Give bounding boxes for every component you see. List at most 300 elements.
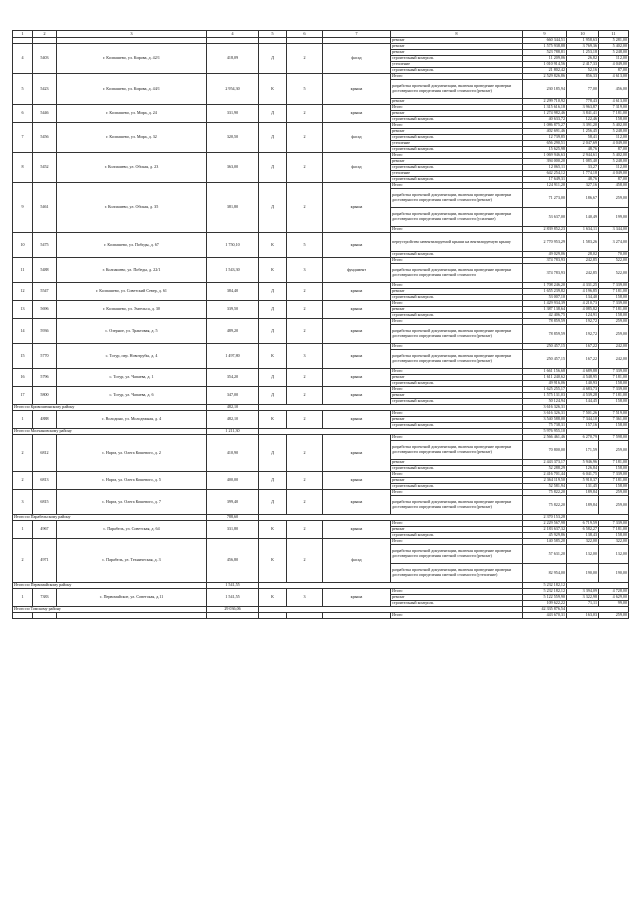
house-id: 5547 <box>33 283 57 301</box>
cost-per-m2: 48,76 <box>567 177 599 183</box>
cost-limit: 7 181,00 <box>599 289 629 295</box>
cost-total: 82 954,00 <box>523 564 567 583</box>
cost-limit: 5 402,00 <box>599 123 629 129</box>
cost-total: 642 254,12 <box>523 171 567 177</box>
cost-total: 2 529 826,86 <box>523 74 567 80</box>
row-number: 10 <box>13 233 33 258</box>
cost-total: 49 916,06 <box>523 381 567 387</box>
cost-limit: 7 181,00 <box>599 393 629 399</box>
wall-material: Д <box>259 490 287 515</box>
cost-limit: 87,00 <box>599 68 629 74</box>
repair-element: крыша <box>323 183 391 233</box>
house-area: 399,40 <box>207 490 259 515</box>
cost-per-m2: 138,43 <box>567 533 599 539</box>
row-number: 4 <box>13 44 33 74</box>
house-area: 354,20 <box>207 369 259 387</box>
cost-per-m2: 4 548,95 <box>567 375 599 381</box>
cost-limit: 158,00 <box>599 295 629 301</box>
work-type: утепление <box>391 141 523 147</box>
house-id: 5403 <box>33 44 57 74</box>
house-address: г. Колпашево, ул. Кирова, д. 42/1 <box>57 44 207 74</box>
row-number: 15 <box>13 344 33 369</box>
cost-per-m2: 52,16 <box>567 68 599 74</box>
cost-per-m2: 157,16 <box>567 423 599 429</box>
work-type: Итого <box>391 472 523 478</box>
work-type: Итого <box>391 123 523 129</box>
repair-element: крыша <box>323 490 391 515</box>
work-type: строительный контроль <box>391 135 523 141</box>
cost-per-m2: 1 085,40 <box>567 159 599 165</box>
cost-limit: 3 274,00 <box>599 233 629 252</box>
cost-total: 50 124,94 <box>523 399 567 405</box>
cost-per-m2: 132,00 <box>567 545 599 564</box>
row-number: 13 <box>13 301 33 319</box>
work-type: Итого <box>391 227 523 233</box>
repair-element: фасад <box>323 123 391 153</box>
floors-count: 2 <box>287 301 323 319</box>
cost-limit: 7 181,00 <box>599 527 629 533</box>
house-area: 482,10 <box>207 411 259 429</box>
wall-material: Д <box>259 387 287 405</box>
cost-limit: 70,00 <box>599 252 629 258</box>
row-number: 2 <box>13 539 33 583</box>
cost-per-m2: 58,41 <box>567 135 599 141</box>
floors-count: 2 <box>287 319 323 344</box>
work-type: ремонт <box>391 375 523 381</box>
work-type: разработка проектной документации, включая проведение проверки достоверности определения сметной стоимости (усиление) <box>391 208 523 227</box>
cost-total: 1 315 616,18 <box>523 105 567 111</box>
cost-per-m2: 1 583,26 <box>567 233 599 252</box>
empty-cell <box>13 613 33 619</box>
cost-limit: 522,00 <box>599 264 629 283</box>
cost-limit: 7 181,00 <box>599 460 629 466</box>
floors-count: 2 <box>287 435 323 472</box>
row-number: 2 <box>13 472 33 490</box>
cost-total: 12 739,85 <box>523 135 567 141</box>
wall-material: К <box>259 258 287 283</box>
cost-total: 1 086 875,27 <box>523 123 567 129</box>
cost-limit: 112,00 <box>599 135 629 141</box>
house-area: 1 750,10 <box>207 233 259 258</box>
work-type: строительный контроль <box>391 381 523 387</box>
cost-limit: 259,00 <box>599 496 629 515</box>
cost-per-m2: 4 683,73 <box>567 387 599 393</box>
cost-limit: 322,00 <box>599 539 629 545</box>
cost-value: 163,03 <box>567 613 599 619</box>
house-id: 5446 <box>33 105 57 123</box>
cost-limit: 259,00 <box>599 325 629 344</box>
cost-limit: 4 613,00 <box>599 99 629 105</box>
row-number: 3 <box>13 490 33 515</box>
house-address: с. Володино, ул. Молодежная, д. 4 <box>57 411 207 429</box>
repair-element: крыша <box>323 387 391 405</box>
column-header: 9 <box>523 31 567 38</box>
wall-material: К <box>259 589 287 607</box>
work-type: Итого <box>391 319 523 325</box>
cost-total: 250 457,15 <box>523 344 567 350</box>
cost-per-m2: 6 582,27 <box>567 527 599 533</box>
cost-total: 2 839 852,23 <box>523 227 567 233</box>
house-id: 5696 <box>33 301 57 319</box>
cost-per-m2: 1 774,18 <box>567 171 599 177</box>
row-number: 17 <box>13 387 33 405</box>
house-id: 7383 <box>33 589 57 607</box>
repair-element: крыша <box>323 589 391 607</box>
repair-element: крыша <box>323 521 391 539</box>
house-area: 410,90 <box>207 435 259 472</box>
floors-count: 2 <box>287 539 323 583</box>
cost-total: 2 364 119,50 <box>523 478 567 484</box>
cost-total: 53 007,10 <box>523 295 567 301</box>
wall-material: К <box>259 521 287 539</box>
column-header: 1 <box>13 31 33 38</box>
cost-total: 2 566 461,46 <box>523 435 567 441</box>
district-total-area: 482,10 <box>207 405 259 411</box>
cost-per-m2: 2 417,33 <box>567 62 599 68</box>
cost-total: 523 788,81 <box>523 50 567 56</box>
cost-per-m2: 33,27 <box>567 165 599 171</box>
work-type: ремонт <box>391 159 523 165</box>
house-address: с. Озерное, ул. Трактовая, д. 5 <box>57 319 207 344</box>
cost-per-m2: 3 391,20 <box>567 123 599 129</box>
empty-cell <box>207 613 259 619</box>
cost-per-m2: 7 344,10 <box>567 417 599 423</box>
house-area: 347,00 <box>207 387 259 405</box>
cost-per-m2: 1 634,11 <box>567 227 599 233</box>
cost-limit: 4 613,00 <box>599 74 629 80</box>
cost-total: 1 274 982,46 <box>523 111 567 117</box>
work-type: строительный контроль <box>391 466 523 472</box>
work-type: ремонт <box>391 417 523 423</box>
cost-per-m2: 1 958,63 <box>567 38 599 44</box>
cost-limit: 4 629,00 <box>599 595 629 601</box>
cost-value: 443 670,31 <box>523 613 567 619</box>
column-header: 7 <box>323 31 391 38</box>
cost-per-m2: 4 331,25 <box>567 283 599 289</box>
row-number: 16 <box>13 369 33 387</box>
wall-material: Д <box>259 44 287 74</box>
house-area: 384,40 <box>207 283 259 301</box>
work-type: ремонт <box>391 478 523 484</box>
floors-count: 3 <box>287 344 323 369</box>
repair-element: крыша <box>323 105 391 123</box>
cost-limit: 87,00 <box>599 147 629 153</box>
district-total-area: 1 541,55 <box>207 583 259 589</box>
house-id: 4888 <box>33 411 57 429</box>
repair-element: фундамент <box>323 258 391 283</box>
column-header: 11 <box>599 31 629 38</box>
house-area: 489,20 <box>207 319 259 344</box>
floors-count: 5 <box>287 233 323 258</box>
work-type: разработка проектной документации, включая проведение проверки достоверности определения сметной стоимости (ремонт) <box>391 325 523 344</box>
house-address: с. Нарга, ул. Олега Кошевого, д. 7 <box>57 490 207 515</box>
cost-total: 2 299 710,92 <box>523 99 567 105</box>
cost-total: 2 770 953,29 <box>523 233 567 252</box>
cost-total: 52 581,94 <box>523 484 567 490</box>
cost-per-m2: 140,49 <box>567 208 599 227</box>
house-id: 6815 <box>33 490 57 515</box>
house-address: г. Колпашево, ул. Победы, д. 67 <box>57 233 207 258</box>
house-area: 400,00 <box>207 472 259 490</box>
cost-limit: 7 319,00 <box>599 105 629 111</box>
cost-limit: 7 598,00 <box>599 435 629 441</box>
wall-material: Д <box>259 369 287 387</box>
cost-per-m2: 134,40 <box>567 295 599 301</box>
house-area: 381,80 <box>207 183 259 233</box>
work-type: Итого <box>391 589 523 595</box>
cost-total: 124 911,20 <box>523 183 567 189</box>
cost-per-m2: 1 253,18 <box>567 50 599 56</box>
cost-per-m2: 192,72 <box>567 325 599 344</box>
table-header-row <box>13 31 629 38</box>
cost-total: 140 585,20 <box>523 539 567 545</box>
wall-material: Д <box>259 183 287 233</box>
work-type: строительный контроль <box>391 68 523 74</box>
house-area: 331,80 <box>207 521 259 539</box>
cost-per-m2: 192,72 <box>567 319 599 325</box>
cost-limit: 158,00 <box>599 381 629 387</box>
cost-total: 1 429 934,39 <box>523 301 567 307</box>
house-area: 456,80 <box>207 539 259 583</box>
cost-per-m2: 189,84 <box>567 490 599 496</box>
district-total-cost: 3 616 326,31 <box>523 405 567 411</box>
work-type: утепление <box>391 171 523 177</box>
repair-element: крыша <box>323 369 391 387</box>
house-address: с. Парабель, ул. Техническая, д. 3 <box>57 539 207 583</box>
empty-cell <box>287 613 323 619</box>
cost-per-m2: 167,22 <box>567 344 599 350</box>
district-total-label: Итого по Молчановскому району <box>13 429 207 435</box>
cost-per-m2: 77,00 <box>567 80 599 99</box>
cost-total: 1 708 246,20 <box>523 283 567 289</box>
cost-total: 11 209,06 <box>523 56 567 62</box>
wall-material: Д <box>259 153 287 183</box>
floors-count: 2 <box>287 521 323 539</box>
floors-count: 2 <box>287 369 323 387</box>
repair-element: крыша <box>323 301 391 319</box>
work-type: разработка проектной документации, включая проведение проверки достоверности определения сметной стоимости (ремонт) <box>391 496 523 515</box>
house-area: 2 954,30 <box>207 74 259 105</box>
floors-count: 2 <box>287 387 323 405</box>
cost-limit: 259,00 <box>599 319 629 325</box>
cost-total: 52 288,29 <box>523 466 567 472</box>
cost-per-m2: 3 963,87 <box>567 105 599 111</box>
district-total-cost: 5 976 955,10 <box>523 429 567 435</box>
column-header: 2 <box>33 31 57 38</box>
cost-total: 45 929,86 <box>523 533 567 539</box>
cost-per-m2: 327,16 <box>567 183 599 189</box>
cost-per-m2: 71,11 <box>567 601 599 607</box>
cost-total: 5 122 559,90 <box>523 595 567 601</box>
work-type: разработка проектной документации, включая проведение проверки достоверности определения сметной стоимости <box>391 264 523 283</box>
cost-per-m2: 856,33 <box>567 74 599 80</box>
table-row <box>13 613 629 619</box>
wall-material: К <box>259 74 287 105</box>
district-total-label: Итого по Кривошеинскому району <box>13 405 207 411</box>
work-type: строительный контроль <box>391 56 523 62</box>
cost-per-m2: 3 322,98 <box>567 595 599 601</box>
work-type: ремонт <box>391 393 523 399</box>
work-type: строительный контроль <box>391 533 523 539</box>
work-type: строительный контроль <box>391 484 523 490</box>
work-type: Итого <box>391 344 523 350</box>
cost-total: 1 611 240,62 <box>523 375 567 381</box>
work-type: Итого <box>391 105 523 111</box>
row-number: 8 <box>13 153 33 183</box>
floors-count: 2 <box>287 153 323 183</box>
cost-limit: 158,00 <box>599 466 629 472</box>
house-address: г. Колпашево, ул. Кирова, д. 44/1 <box>57 74 207 105</box>
house-address: с. Нарга, ул. Олега Кошевого, д. 5 <box>57 472 207 490</box>
cost-per-m2: 4 210,73 <box>567 301 599 307</box>
cost-total: 250 457,15 <box>523 350 567 369</box>
cost-per-m2: 122,46 <box>567 117 599 123</box>
work-type: Итого <box>391 301 523 307</box>
cost-per-m2: 26,82 <box>567 56 599 62</box>
wall-material: Д <box>259 472 287 490</box>
cost-limit: 7 361,00 <box>599 417 629 423</box>
work-type: строительный контроль <box>391 117 523 123</box>
row-number: 5 <box>13 74 33 105</box>
cost-limit: 456,00 <box>599 80 629 99</box>
cost-total: 75 822,20 <box>523 490 567 496</box>
floors-count: 2 <box>287 44 323 74</box>
work-type: переустройство невентилируемой крыши на вентилируемую крышу <box>391 233 523 252</box>
cost-limit: 7 181,00 <box>599 307 629 313</box>
cost-total: 75 738,31 <box>523 423 567 429</box>
cost-limit: 158,00 <box>599 399 629 405</box>
cost-per-m2: 186,67 <box>567 189 599 208</box>
cost-limit: 5 281,00 <box>599 38 629 44</box>
work-type: строительный контроль <box>391 147 523 153</box>
floors-count: 2 <box>287 105 323 123</box>
work-type: строительный контроль <box>391 399 523 405</box>
cost-per-m2: 3 769,36 <box>567 44 599 50</box>
repair-element: крыша <box>323 472 391 490</box>
wall-material: К <box>259 411 287 429</box>
work-type: строительный контроль <box>391 423 523 429</box>
cost-limit: 112,00 <box>599 165 629 171</box>
cost-total: 1 661 156,68 <box>523 369 567 375</box>
wall-material: Д <box>259 435 287 472</box>
column-header: 3 <box>57 31 207 38</box>
row-number: 2 <box>13 435 33 472</box>
cost-per-m2: 2 047,69 <box>567 141 599 147</box>
cost-limit: 87,00 <box>599 177 629 183</box>
house-id: 5423 <box>33 74 57 105</box>
cost-total: 1 010 914,56 <box>523 62 567 68</box>
work-type: Итого <box>391 387 523 393</box>
house-id: 5796 <box>33 369 57 387</box>
district-total-cost: 5 232 182,12 <box>523 583 567 589</box>
cost-per-m2: 6 270,79 <box>567 435 599 441</box>
work-type: строительный контроль <box>391 601 523 607</box>
cost-limit: 5 402,00 <box>599 44 629 50</box>
cost-per-m2: 189,84 <box>567 496 599 515</box>
floors-count: 2 <box>287 411 323 429</box>
column-header: 8 <box>391 31 523 38</box>
work-type: строительный контроль <box>391 177 523 183</box>
cost-limit: 158,00 <box>599 313 629 319</box>
empty-cell <box>323 613 391 619</box>
wall-material: К <box>259 233 287 258</box>
cost-limit: 242,00 <box>599 350 629 369</box>
cost-per-m2: 242,85 <box>567 264 599 283</box>
cost-total: 71 273,00 <box>523 189 567 208</box>
cost-total: 49 029,06 <box>523 252 567 258</box>
cost-per-m2: 131,45 <box>567 484 599 490</box>
house-address: с. Тогур, ул. Чапаева, д. 6 <box>57 387 207 405</box>
cost-limit: 5 402,00 <box>599 153 629 159</box>
house-id: 5488 <box>33 258 57 283</box>
cost-per-m2: 190,00 <box>567 564 599 583</box>
cost-total: 374 783,93 <box>523 264 567 283</box>
work-type: строительный контроль <box>391 165 523 171</box>
repair-element: крыша <box>323 435 391 472</box>
cost-limit: 458,00 <box>599 183 629 189</box>
district-total-area: 1 211,30 <box>207 429 259 435</box>
house-id: 6813 <box>33 472 57 490</box>
cost-total: 17 649,31 <box>523 177 567 183</box>
cost-limit: 259,00 <box>599 189 629 208</box>
cost-total: 78 859,59 <box>523 319 567 325</box>
cost-total: 402 691,46 <box>523 129 567 135</box>
cost-total: 40 633,72 <box>523 117 567 123</box>
cost-per-m2: 124,91 <box>567 313 599 319</box>
floors-count: 2 <box>287 490 323 515</box>
cost-limit: 7 339,00 <box>599 369 629 375</box>
house-id: 5800 <box>33 387 57 405</box>
floors-count: 2 <box>287 283 323 301</box>
repair-element: крыша <box>323 233 391 258</box>
cost-per-m2: 4 539,28 <box>567 393 599 399</box>
empty-cell <box>259 613 287 619</box>
cost-limit: 259,00 <box>599 490 629 496</box>
cost-per-m2: 322,00 <box>567 539 599 545</box>
cost-limit: 7 181,00 <box>599 111 629 117</box>
wall-material: Д <box>259 105 287 123</box>
cost-per-m2: 126,84 <box>567 466 599 472</box>
work-type: ремонт <box>391 38 523 44</box>
work-type: ремонт <box>391 527 523 533</box>
cost-total: 109 622,22 <box>523 601 567 607</box>
work-type: разработка проектной документации, включая проведение проверки достоверности определения сметной стоимости (ремонт) <box>391 545 523 564</box>
document-page <box>12 30 628 619</box>
work-type: ремонт <box>391 129 523 135</box>
work-type: разработка проектной документации, включая проведение проверки достоверности определения сметной стоимости (ремонт) <box>391 350 523 369</box>
wall-material: Д <box>259 301 287 319</box>
cost-limit: 158,00 <box>599 423 629 429</box>
house-address: с. Нарга, ул. Олега Кошевого, д. 2 <box>57 435 207 472</box>
cost-total: 53 637,00 <box>523 208 567 227</box>
floors-count: 3 <box>287 258 323 283</box>
cost-per-m2: 242,85 <box>567 258 599 264</box>
wall-material: Д <box>259 283 287 301</box>
cost-per-m2: 4 196,85 <box>567 289 599 295</box>
work-type: ремонт <box>391 460 523 466</box>
cost-limit: 7 181,00 <box>599 375 629 381</box>
cost-limit: 4 728,00 <box>599 589 629 595</box>
cost-limit: 7 519,00 <box>599 411 629 417</box>
cost-limit: 522,00 <box>599 258 629 264</box>
district-total-label: Итого по Парабельскому району <box>13 515 207 521</box>
work-type: разработка проектной документации, включая проведение проверки достоверности определения сметной стоимости (ремонт) <box>391 441 523 460</box>
cost-total: 3 616 326,31 <box>523 411 567 417</box>
house-address: с. Парабель, ул. Советская, д. 64 <box>57 521 207 539</box>
work-type: разработка проектной документации, включая проведение проверки достоверности определения сметной стоимости (ремонт) <box>391 189 523 208</box>
house-address: с. Тогур, пер. Новотрубы, д. 4 <box>57 344 207 369</box>
house-address: г. Колпашево, ул. Советский Север, д. 61 <box>57 283 207 301</box>
